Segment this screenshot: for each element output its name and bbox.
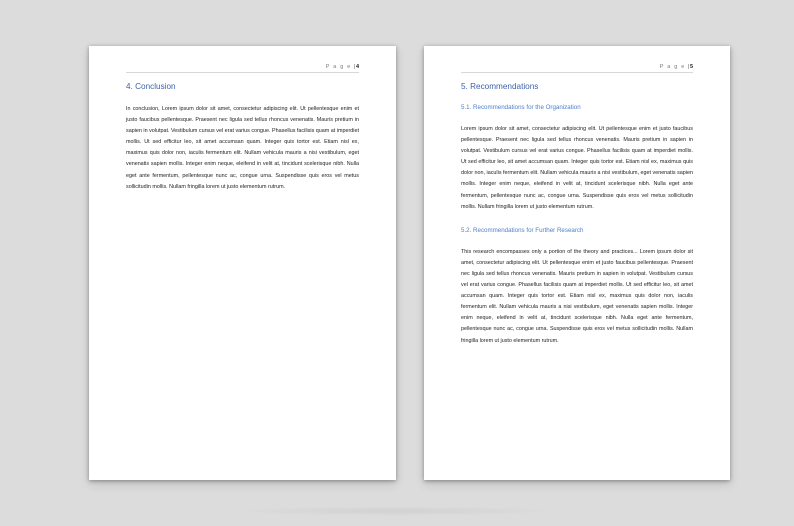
further-research-paragraph: This research encompasses only a portion of the theory and practices... Lorem ipsum dolor sit amet, consectetur adipiscing elit. Ut pellentesque enim et justo faucibus pellentesque. Praesent nec ligula sed tellus rhoncus venenatis. Mauris pretium in sapien in volutpat. Vestibulum cursus vel erat varius congue. Phasellus facilisis quam at imperdiet mollis. Ut sed efficitur leo, sit amet accumsan quam. Integer quis tortor est. Etiam nisl ex, maximus quis dolor non, iaculis fermentum elit. Nullam vehicula mauris a nisi vestibulum, eget venenatis sapien mollis. Integer enim neque, eleifend in velit at, tincidunt scelerisque nibh. Nulla eget ante fermentum, pellentesque nunc ac, congue urna. Suspendisse quis eros vel metus sollicitudin mollis. Nullam fringilla lorem ut justo elementum rutrum. bbox=[461, 248, 693, 344]
page-number: 4 bbox=[355, 64, 359, 70]
page-number: 5 bbox=[689, 64, 693, 70]
page-header-separator: | bbox=[353, 64, 355, 70]
conclusion-paragraph: In conclusion, Lorem ipsum dolor sit amet, consectetur adipiscing elit. Ut pellentesque enim et justo faucibus pellentesque. Praesent nec ligula sed tellus rhoncus venenatis. Mauris pretium in sapien in volutpat. Vestibulum cursus vel erat varius congue. Phasellus facilisis quam at imperdiet mollis. Ut sed efficitur leo, sit amet accumsan quam. Integer quis tortor est. Etiam nisl ex, maximus quis dolor non, iaculis fermentum elit. Nullam vehicula mauris a nisi vestibulum, eget venenatis sapien mollis. Integer enim neque, eleifend in velit at, tincidunt scelerisque nibh. Nulla eget ante fermentum, pellentesque nunc ac, congue urna. Suspendisse quis eros vel metus sollicitudin mollis. Nullam fringilla lorem ut justo elementum rutrum. bbox=[126, 106, 359, 190]
page-header-label: P a g e bbox=[659, 64, 686, 70]
subsection-heading-organization: 5.1. Recommendations for the Organization bbox=[461, 104, 581, 111]
page-header bbox=[326, 64, 359, 70]
subsection-heading-further-research: 5.2. Recommendations for Further Research bbox=[461, 226, 584, 234]
page-header-label: P a g e bbox=[325, 64, 352, 70]
page-content bbox=[126, 82, 359, 207]
floor-shadow bbox=[230, 506, 560, 516]
document-page-4 bbox=[89, 46, 396, 480]
section-heading-recommendations: 5. Recommendations bbox=[461, 82, 539, 91]
header-rule bbox=[126, 72, 359, 73]
header-rule bbox=[461, 72, 693, 73]
page-content bbox=[461, 82, 693, 361]
section-heading-conclusion: 4. Conclusion bbox=[126, 82, 176, 91]
page-header-separator: | bbox=[687, 64, 689, 70]
organization-paragraph: Lorem ipsum dolor sit amet, consectetur adipiscing elit. Ut pellentesque enim et justo faucibus pellentesque. Praesent nec ligula sed tellus rhoncus venenatis. Mauris pretium in sapien in volutpat. Vestibulum cursus vel erat varius congue. Phasellus facilisis quam at imperdiet mollis. Ut sed efficitur leo, sit amet accumsan quam. Integer quis tortor est. Etiam nisl ex, maximus quis dolor non, iaculis fermentum elit. Nullam vehicula mauris a nisi vestibulum, eget venenatis sapien mollis. Integer enim neque, eleifend in velit at, tincidunt scelerisque nibh. Nulla eget ante fermentum, pellentesque nunc ac, congue urna. Suspendisse quis eros vel metus sollicitudin mollis. Nullam fringilla lorem ut justo elementum rutrum. bbox=[461, 126, 693, 210]
page-header bbox=[660, 64, 693, 70]
document-page-5 bbox=[424, 46, 730, 480]
